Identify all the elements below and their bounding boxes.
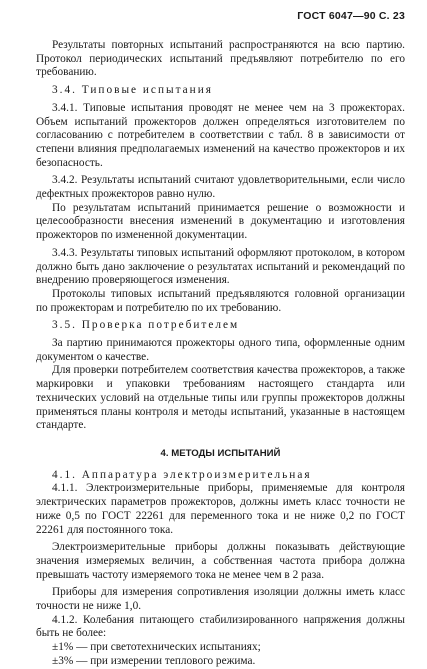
paragraph-3-4-3: 3.4.3. Результаты типовых испытаний оформляют протоколом, в котором должно быть дано заключение о результатах испытаний и рекомендаций по внедрению проверяющегося изменения. xyxy=(36,246,405,287)
paragraph-4-1-1: 4.1.1. Электроизмерительные приборы, применяемые для контроля электрических параметров прожекторов, должны иметь класс точности не ниже 0,5 по ГОСТ 22261 для переменного тока и не ниже 0,2 по ГОСТ 22261 для постоянного тока. xyxy=(36,482,405,536)
paragraph-instruments: Электроизмерительные приборы должны показывать действующие значения измеряемых величин, а собственная частота прибора должна превышать частоту измеряемого тока не менее чем в 2 раза. xyxy=(36,541,405,581)
subsection-heading-3-4: 3.4. Типовые испытания xyxy=(52,84,213,97)
page-header: ГОСТ 6047—90 С. 23 xyxy=(297,10,405,22)
section-heading-4: 4. МЕТОДЫ ИСПЫТАНИЙ xyxy=(160,447,281,459)
subsection-heading-4-1: 4.1. Аппаратура электроизмерительная xyxy=(52,468,312,481)
list-item-light-tests: ±1% — при светотехнических испытаниях; xyxy=(52,641,261,654)
paragraph-insulation: Приборы для измерения сопротивления изоляции должны иметь класс точности не ниже 1,0. xyxy=(36,586,405,613)
paragraph-decision: По результатам испытаний принимается решение о возможности и целесообразности внесения изменений в документацию и изготовления прожекторов по измененной документации. xyxy=(36,201,405,242)
paragraph-protocols: Протоколы типовых испытаний предъявляются головной организации по прожекторам и потребителю по их требованию. xyxy=(36,287,405,314)
paragraph-consumer-check: Для проверки потребителем соответствия качества прожекторов, а также маркировки и упаковки требованиям настоящего стандарта или технических условий на отдельные типы или группы прожекторов должны применяться планы контроля и методы испытаний, указанные в настоящем стандарте. xyxy=(36,364,405,432)
paragraph-repeat-tests: Результаты повторных испытаний распространяются на всю партию. Протокол периодических испытаний предъявляют потребителю по его требованию. xyxy=(36,39,405,79)
paragraph-3-4-1: 3.4.1. Типовые испытания проводят не менее чем на 3 прожекторах. Объем испытаний прожекторов должен определяться изготовителем по согласованию с потребителем в соответствии с табл. 8 в зависимости от степени влияния предполагаемых изменений на качество прожекторов и их безопасность. xyxy=(36,101,405,169)
paragraph-3-4-2: 3.4.2. Результаты испытаний считают удовлетворительными, если число дефектных прожекторов равно нулю. xyxy=(36,174,405,201)
list-item-thermal-tests: ±3% — при измерении теплового режима. xyxy=(52,654,256,667)
paragraph-batch: За партию принимаются прожекторы одного типа, оформленные одним документом о качестве. xyxy=(36,337,405,363)
paragraph-4-1-2: 4.1.2. Колебания питающего стабилизированного напряжения должны быть не более: xyxy=(36,613,405,640)
page-body xyxy=(36,39,405,669)
subsection-heading-3-5: 3.5. Проверка потребителем xyxy=(52,319,240,332)
